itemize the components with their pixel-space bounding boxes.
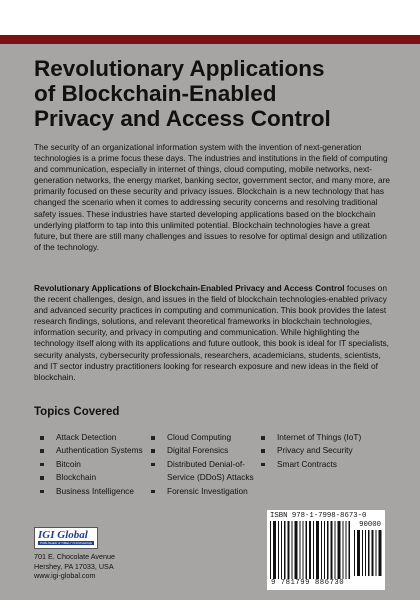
topics-list-column-3 xyxy=(258,431,388,471)
title-line: Privacy and Access Control xyxy=(34,106,331,131)
summary-lead-title: Revolutionary Applications of Blockchain-Enabled Privacy and Access Control xyxy=(34,283,345,293)
title-line: Revolutionary Applications xyxy=(34,56,325,81)
address-line: 701 E. Chocolate Avenue xyxy=(34,552,115,561)
publisher-logo-tagline: PUBLISHER of TIMELY KNOWLEDGE xyxy=(39,541,92,545)
barcode-bar xyxy=(300,521,301,579)
summary-text: focuses on the recent challenges, design, and issues in the field of blockchain technologies-enabled privacy and advanced security practices in computing and communication. This book provides the latest research findings, solutions, and relevant theoretical frameworks in blockchain technologies, information security, and privacy in computing and communication. While highlighting the technology itself along with its applications and future outlook, this book is ideal for IT specialists, security analysts, cybersecurity professionals, researchers, academicians, students, scientists, and IT sector industry practitioners looking for research exposure and new ideas in the field of blockchain. xyxy=(34,283,389,382)
barcode-bar xyxy=(295,521,298,579)
barcode-bar xyxy=(368,530,370,576)
topic-item: Smart Contracts xyxy=(258,458,388,471)
barcode-bar xyxy=(324,521,325,579)
isbn-barcode xyxy=(267,510,385,590)
barcode-bar xyxy=(284,521,286,579)
barcode-bar xyxy=(309,521,311,579)
barcode-bar xyxy=(321,521,322,579)
publisher-logo-text: IGI Global xyxy=(38,529,88,541)
book-title xyxy=(34,56,404,131)
address-line: Hershey, PA 17033, USA xyxy=(34,561,114,571)
barcode-bar xyxy=(357,530,360,576)
isbn-text: ISBN 978-1-7998-8673-0 xyxy=(270,512,367,520)
publisher-address xyxy=(34,552,115,581)
topic-item: Distributed Denial-of-Service (DDoS) Attacks xyxy=(148,458,258,485)
title-line: of Blockchain-Enabled xyxy=(34,81,277,106)
publisher-logo xyxy=(34,527,98,549)
topic-item: Privacy and Security xyxy=(258,444,388,457)
barcode-bar xyxy=(335,521,336,579)
topic-item: Cloud Computing xyxy=(148,431,258,444)
barcode-bar xyxy=(379,530,382,576)
topics-heading: Topics Covered xyxy=(34,406,120,418)
topic-item: Internet of Things (IoT) xyxy=(258,431,388,444)
description-paragraph: The security of an organizational information system with the invention of next-generation technologies is a prime focus these days. The industries and institutions in the field of computing and communication, especially in internet of things, cloud computing, mobile networks, next-generation networks, the energy market, banking sector, government sector, and many more, are primarily focused on these security and privacy issues. Blockchain is a new technology that has changed the scenario when it comes to addressing security concerns and resolving traditional safety issues. These industries have started developing applications based on the blockchain underlying platform to tap into this unlimited potential. Blockchain technologies have a great future, but there are still many challenges and issues to resolve for optimal design and utilization of the technology. xyxy=(34,142,391,252)
barcode-bar xyxy=(288,521,290,579)
topic-item: Digital Forensics xyxy=(148,444,258,457)
barcode-bar xyxy=(343,521,344,579)
barcode-bar xyxy=(372,530,374,576)
barcode-bar xyxy=(362,530,363,576)
barcode-bar xyxy=(354,530,355,576)
topic-item: Authentication Systems xyxy=(37,444,147,457)
topics-list-column-2 xyxy=(148,431,258,498)
topics-list-column-1 xyxy=(37,431,147,498)
topic-item: Forensic Investigation xyxy=(148,485,258,498)
barcode-bar xyxy=(365,530,366,576)
barcode-number: 9 781799 886730 xyxy=(271,579,345,587)
barcode-bar xyxy=(281,521,282,579)
barcode-bar xyxy=(376,530,377,576)
spine-band xyxy=(0,35,420,44)
barcode-bar xyxy=(316,521,319,579)
barcode-bar xyxy=(338,521,341,579)
barcode-bar xyxy=(273,521,276,579)
barcode-bar xyxy=(278,521,279,579)
publisher-website: www.igi-global.com xyxy=(34,571,96,581)
barcode-bar xyxy=(327,521,329,579)
barcode-addon-icon xyxy=(354,530,382,576)
barcode-bar xyxy=(270,521,271,579)
topic-item: Blockchain xyxy=(37,471,147,484)
barcode-main-icon xyxy=(270,521,352,579)
topic-item: Business Intelligence xyxy=(37,485,147,498)
barcode-bar xyxy=(349,521,351,579)
barcode-bar xyxy=(331,521,333,579)
barcode-bar xyxy=(292,521,293,579)
top-margin xyxy=(0,0,420,35)
price-code: 90000 xyxy=(359,521,381,529)
barcode-bar xyxy=(346,521,347,579)
barcode-bar xyxy=(306,521,308,579)
topic-item: Attack Detection xyxy=(37,431,147,444)
barcode-bar xyxy=(313,521,314,579)
barcode-bar xyxy=(303,521,304,579)
topic-item: Bitcoin xyxy=(37,458,147,471)
summary-paragraph xyxy=(34,283,392,383)
